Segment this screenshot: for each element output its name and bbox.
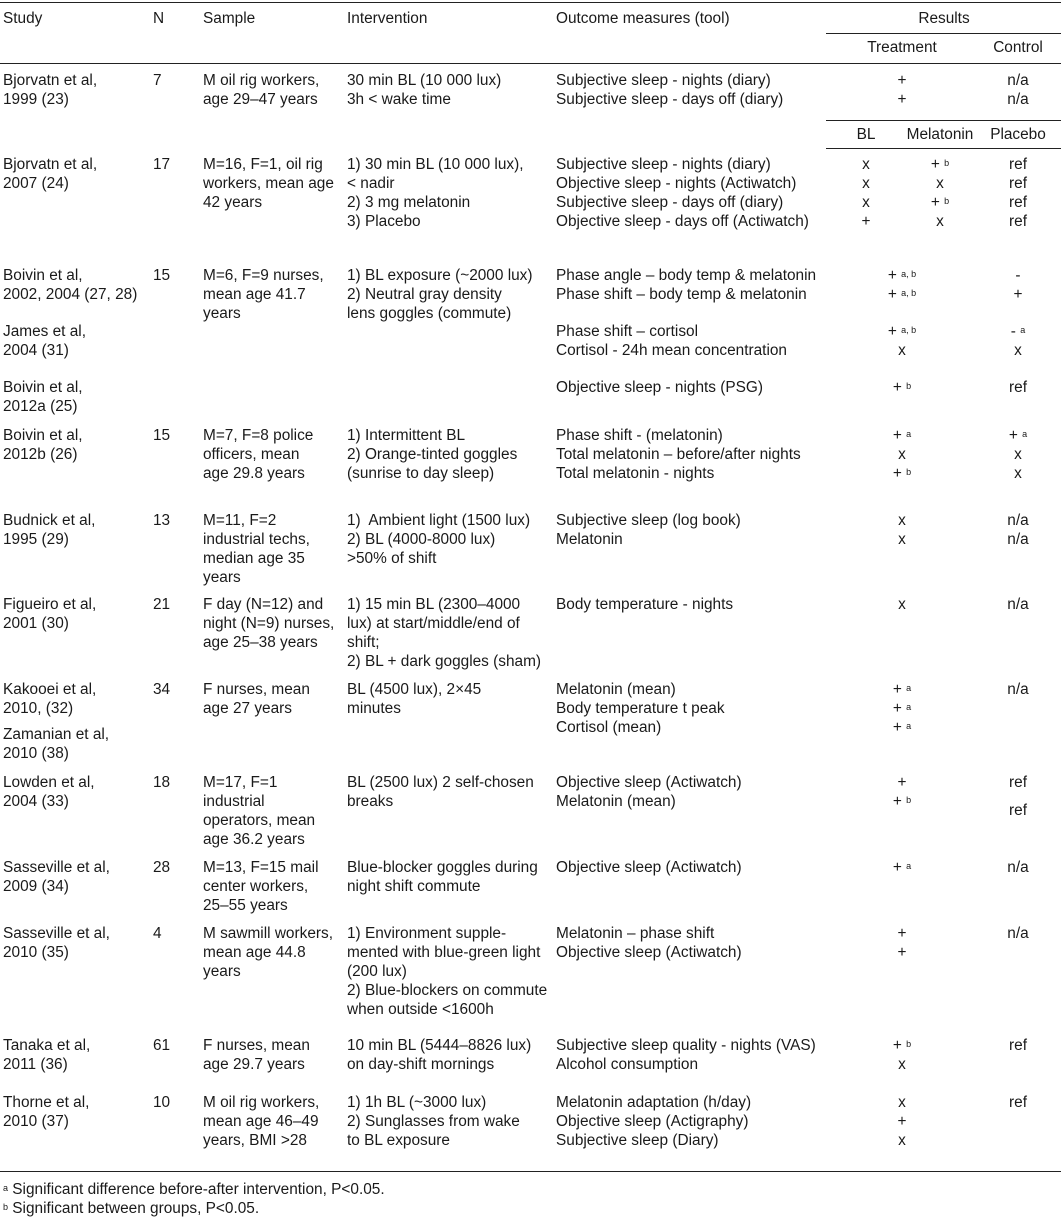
control-result: + <box>1013 286 1023 303</box>
header-control: Control <box>993 39 1043 56</box>
study-cell: Zamanian et al, 2010 (38) <box>3 726 110 762</box>
bottom-rule <box>0 1171 1061 1172</box>
treatment-result: + $^a$ <box>892 719 912 736</box>
outcome-cell: Melatonin (mean) <box>556 793 676 810</box>
control-result: ref <box>1009 1094 1027 1111</box>
melatonin-result: x <box>936 213 944 230</box>
control-result: n/a <box>1007 596 1029 613</box>
placebo-result: ref <box>1009 156 1027 173</box>
treatment-result: + <box>897 774 907 791</box>
treatment-result: + $^b$ <box>892 379 912 396</box>
control-result: + $^a$ <box>1008 427 1028 444</box>
header-rule <box>0 63 1061 64</box>
n-cell: 21 <box>153 596 171 613</box>
outcome-cell: Body temperature - nights <box>556 596 734 613</box>
treatment-result: + $^a$ <box>892 700 912 717</box>
n-cell: 4 <box>153 925 162 942</box>
intervention-cell: 1) 1h BL (~3000 lux) 2) Sunglasses from wake to BL exposure <box>347 1094 520 1149</box>
sample-cell: F nurses, mean age 29.7 years <box>203 1037 310 1073</box>
sample-cell: M oil rig workers, mean age 46–49 years, BMI >28 <box>203 1094 320 1149</box>
intervention-cell: 1) Intermittent BL 2) Orange-tinted goggles (sunrise to day sleep) <box>347 427 518 482</box>
header-n: N <box>153 10 165 27</box>
intervention-cell: 30 min BL (10 000 lux) 3h < wake time <box>347 72 502 108</box>
placebo-result: ref <box>1009 213 1027 230</box>
sample-cell: M=16, F=1, oil rig workers, mean age 42 years <box>203 156 334 211</box>
study-cell: Kakooei et al, 2010, (32) <box>3 681 97 717</box>
header-sample: Sample <box>203 10 256 27</box>
study-cell: Thorne et al, 2010 (37) <box>3 1094 90 1130</box>
outcome-cell: Body temperature t peak <box>556 700 725 717</box>
control-result: n/a <box>1007 531 1029 548</box>
n-cell: 13 <box>153 512 171 529</box>
footnote-a: $^a$ Significant difference before-after intervention, P<0.05. <box>3 1181 385 1198</box>
header-melatonin: Melatonin <box>906 126 974 143</box>
control-result: x <box>1014 465 1022 482</box>
control-result: x <box>1014 446 1022 463</box>
study-cell: Sasseville et al, 2010 (35) <box>3 925 110 961</box>
n-cell: 10 <box>153 1094 171 1111</box>
treatment-result: + $^a$ <box>892 859 912 876</box>
control-result: n/a <box>1007 72 1029 89</box>
sample-cell: M sawmill workers, mean age 44.8 years <box>203 925 333 980</box>
outcome-cell: Total melatonin - nights <box>556 465 715 482</box>
n-cell: 15 <box>153 427 171 444</box>
header-intervention: Intervention <box>347 10 428 27</box>
header-study: Study <box>3 10 43 27</box>
treatment-result: x <box>898 531 906 548</box>
outcome-cell: Objective sleep (Actiwatch) <box>556 944 742 961</box>
control-result: x <box>1014 342 1022 359</box>
study-cell: Bjorvatn et al, 2007 (24) <box>3 156 98 192</box>
intervention-cell: BL (2500 lux) 2 self-chosen breaks <box>347 774 534 810</box>
bl-result: + <box>861 213 871 230</box>
sample-cell: M=13, F=15 mail center workers, 25–55 years <box>203 859 319 914</box>
intervention-cell: 1) Ambient light (1500 lux) 2) BL (4000-8000 lux) >50% of shift <box>347 512 531 567</box>
outcome-cell: Cortisol - 24h mean concentration <box>556 342 787 359</box>
melatonin-result: x <box>936 175 944 192</box>
control-result: ref <box>1009 1037 1027 1054</box>
control-result: n/a <box>1007 925 1029 942</box>
intervention-cell: 1) BL exposure (~2000 lux) 2) Neutral gray density lens goggles (commute) <box>347 267 533 322</box>
treatment-result: + <box>897 72 907 89</box>
study-cell: James et al, 2004 (31) <box>3 323 86 359</box>
treatment-result: + $^{a, b}$ <box>887 286 917 303</box>
outcome-cell: Phase shift – cortisol <box>556 323 699 340</box>
intervention-cell: Blue-blocker goggles during night shift commute <box>347 859 538 895</box>
sample-cell: M=7, F=8 police officers, mean age 29.8 years <box>203 427 314 482</box>
control-result: ref <box>1009 802 1027 819</box>
control-result: ref <box>1009 379 1027 396</box>
sample-cell: F nurses, mean age 27 years <box>203 681 310 717</box>
outcome-cell: Phase shift - (melatonin) <box>556 427 723 444</box>
control-result: n/a <box>1007 681 1029 698</box>
outcome-cell: Subjective sleep - days off (diary) <box>556 91 784 108</box>
outcome-cell: Phase shift – body temp & melatonin <box>556 286 807 303</box>
bl-result: x <box>862 175 870 192</box>
study-cell: Tanaka et al, 2011 (36) <box>3 1037 91 1073</box>
control-result: n/a <box>1007 859 1029 876</box>
n-cell: 17 <box>153 156 171 173</box>
bl-result: x <box>862 156 870 173</box>
n-cell: 7 <box>153 72 162 89</box>
treatment-result: + $^b$ <box>892 793 912 810</box>
treatment-result: x <box>898 1094 906 1111</box>
header-bl: BL <box>856 126 876 143</box>
header-placebo: Placebo <box>990 126 1046 143</box>
sample-cell: M oil rig workers, age 29–47 years <box>203 72 320 108</box>
n-cell: 28 <box>153 859 171 876</box>
study-cell: Boivin et al, 2012a (25) <box>3 379 83 415</box>
treatment-result: x <box>898 1056 906 1073</box>
control-result: - <box>1015 267 1021 284</box>
control-result: ref <box>1009 774 1027 791</box>
outcome-cell: Melatonin (mean) <box>556 681 676 698</box>
control-result: n/a <box>1007 512 1029 529</box>
outcome-cell: Subjective sleep (log book) <box>556 512 741 529</box>
top-rule <box>0 2 1061 3</box>
intervention-cell: 1) Environment supple- mented with blue-green light (200 lux) 2) Blue-blockers on commute when outside <1600h <box>347 925 548 1018</box>
control-result: - $^a$ <box>1010 323 1026 340</box>
intervention-cell: 10 min BL (5444–8826 lux) on day-shift mornings <box>347 1037 532 1073</box>
outcome-cell: Melatonin – phase shift <box>556 925 715 942</box>
outcome-cell: Subjective sleep - nights (diary) <box>556 156 771 173</box>
outcome-cell: Subjective sleep quality - nights (VAS) <box>556 1037 816 1054</box>
outcome-cell: Objective sleep (Actiwatch) <box>556 774 742 791</box>
treatment-result: + <box>897 91 907 108</box>
outcome-cell: Objective sleep - nights (Actiwatch) <box>556 175 797 192</box>
control-result: n/a <box>1007 91 1029 108</box>
header-outcome: Outcome measures (tool) <box>556 10 730 27</box>
outcome-cell: Phase angle – body temp & melatonin <box>556 267 817 284</box>
outcome-cell: Total melatonin – before/after nights <box>556 446 801 463</box>
melatonin-result: + $^b$ <box>930 194 950 211</box>
sample-cell: M=6, F=9 nurses, mean age 41.7 years <box>203 267 324 322</box>
treatment-result: + <box>897 925 907 942</box>
results-rule <box>826 33 1061 34</box>
treatment-result: + $^b$ <box>892 1037 912 1054</box>
header-results: Results <box>918 10 970 27</box>
treatment-result: x <box>898 1132 906 1149</box>
n-cell: 61 <box>153 1037 171 1054</box>
outcome-cell: Subjective sleep (Diary) <box>556 1132 719 1149</box>
study-cell: Budnick et al, 1995 (29) <box>3 512 96 548</box>
outcome-cell: Alcohol consumption <box>556 1056 699 1073</box>
outcome-cell: Objective sleep - nights (PSG) <box>556 379 763 396</box>
treatment-result: + $^{a, b}$ <box>887 267 917 284</box>
subheader-rule-top <box>826 120 1061 121</box>
intervention-cell: 1) 15 min BL (2300–4000 lux) at start/middle/end of shift; 2) BL + dark goggles (sham) <box>347 596 542 670</box>
placebo-result: ref <box>1009 194 1027 211</box>
outcome-cell: Subjective sleep - nights (diary) <box>556 72 771 89</box>
melatonin-result: + $^b$ <box>930 156 950 173</box>
outcome-cell: Objective sleep (Actiwatch) <box>556 859 742 876</box>
outcome-cell: Melatonin <box>556 531 623 548</box>
outcome-cell: Objective sleep - days off (Actiwatch) <box>556 213 809 230</box>
outcome-cell: Melatonin adaptation (h/day) <box>556 1094 752 1111</box>
study-cell: Boivin et al, 2002, 2004 (27, 28) <box>3 267 138 303</box>
sample-cell: M=11, F=2 industrial techs, median age 35 years <box>203 512 310 586</box>
study-cell: Figueiro et al, 2001 (30) <box>3 596 97 632</box>
footnote-b: $^b$ Significant between groups, P<0.05. <box>3 1200 260 1217</box>
outcome-cell: Subjective sleep - days off (diary) <box>556 194 784 211</box>
header-treatment: Treatment <box>867 39 937 56</box>
n-cell: 15 <box>153 267 171 284</box>
treatment-result: + $^a$ <box>892 427 912 444</box>
intervention-cell: BL (4500 lux), 2×45 minutes <box>347 681 482 717</box>
sample-cell: F day (N=12) and night (N=9) nurses, age 25–38 years <box>203 596 335 651</box>
study-cell: Sasseville et al, 2009 (34) <box>3 859 110 895</box>
treatment-result: x <box>898 446 906 463</box>
intervention-cell: 1) 30 min BL (10 000 lux), < nadir 2) 3 mg melatonin 3) Placebo <box>347 156 524 230</box>
treatment-result: + <box>897 944 907 961</box>
n-cell: 34 <box>153 681 171 698</box>
treatment-result: x <box>898 596 906 613</box>
treatment-result: + $^b$ <box>892 465 912 482</box>
subheader-rule-bottom <box>826 148 1061 149</box>
treatment-result: x <box>898 512 906 529</box>
study-cell: Bjorvatn et al, 1999 (23) <box>3 72 98 108</box>
treatment-result: + <box>897 1113 907 1130</box>
treatment-result: + $^{a, b}$ <box>887 323 917 340</box>
placebo-result: ref <box>1009 175 1027 192</box>
study-cell: Boivin et al, 2012b (26) <box>3 427 83 463</box>
bl-result: x <box>862 194 870 211</box>
study-cell: Lowden et al, 2004 (33) <box>3 774 95 810</box>
sample-cell: M=17, F=1 industrial operators, mean age 36.2 years <box>203 774 316 848</box>
outcome-cell: Objective sleep (Actigraphy) <box>556 1113 749 1130</box>
n-cell: 18 <box>153 774 171 791</box>
treatment-result: + $^a$ <box>892 681 912 698</box>
treatment-result: x <box>898 342 906 359</box>
outcome-cell: Cortisol (mean) <box>556 719 662 736</box>
